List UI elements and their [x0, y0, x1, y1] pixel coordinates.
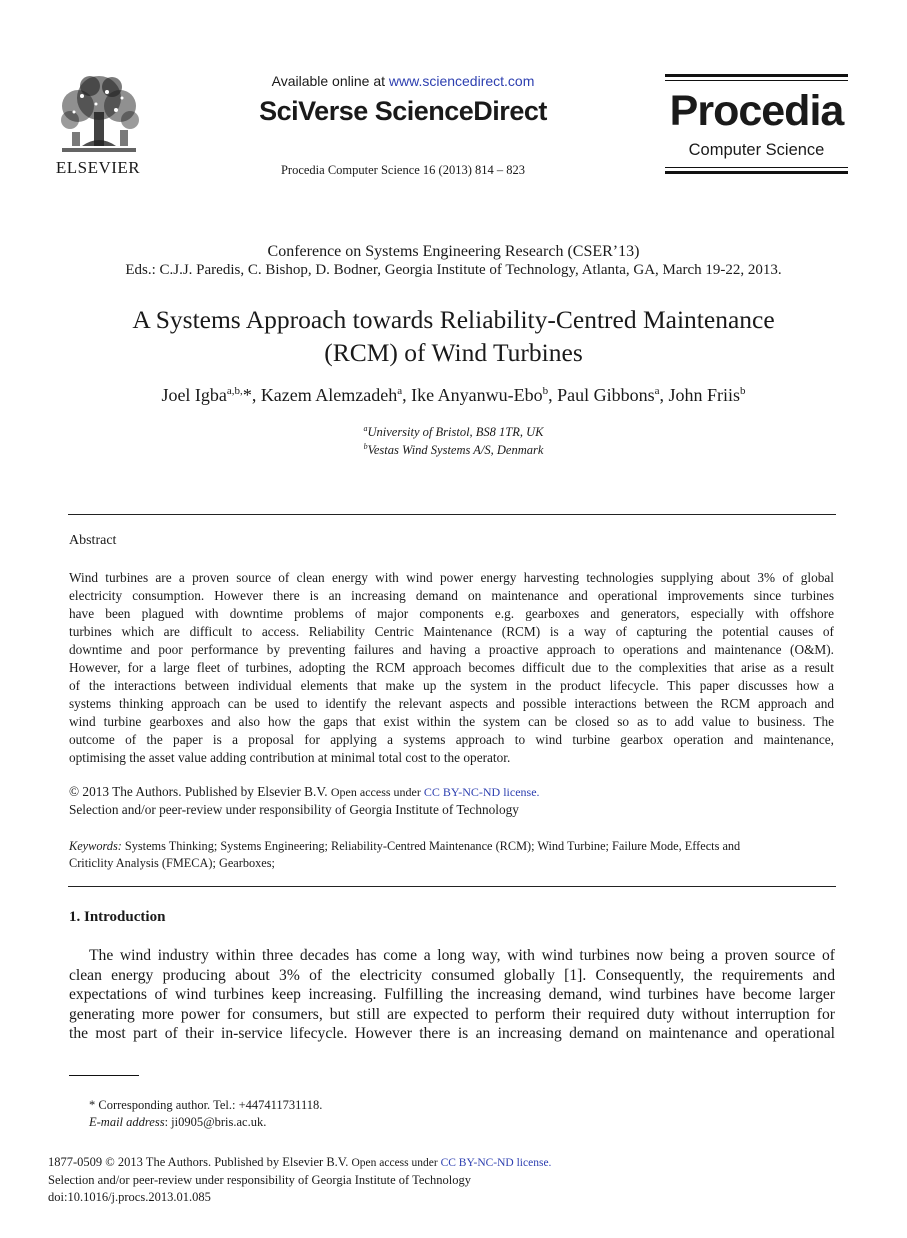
- conference-name: Conference on Systems Engineering Research (CSER’13): [267, 243, 640, 260]
- available-online: [230, 73, 576, 89]
- abstract-line: wind turbine gearboxes and also how the gaps that exist within the system can be closed so as to add value to business. The: [69, 714, 834, 729]
- author-name: Joel Igba: [161, 385, 227, 405]
- author-affiliation-mark: b: [542, 385, 549, 397]
- open-access-text: Open access under: [351, 1157, 441, 1169]
- keywords-line: [69, 838, 834, 855]
- corresponding-author: * Corresponding author. Tel.: +447411731118.: [89, 1098, 323, 1112]
- elsevier-tree-logo: [52, 72, 147, 160]
- body-line: the most part of their in-service lifecycle. However there is an increasing demand on maintenance and operational: [69, 1025, 835, 1042]
- body-line: generating more power for consumers, but still are expected to perform their required duty without interruption for: [69, 1005, 835, 1023]
- abstract-line: optimising the asset value adding contribution at minimal total cost to the operator.: [69, 750, 511, 765]
- peer-review-line: Selection and/or peer-review under responsibility of Georgia Institute of Technology: [69, 802, 519, 817]
- keywords-block: [69, 838, 834, 872]
- email-address: : ji0905@bris.ac.uk.: [164, 1115, 267, 1129]
- available-prefix: Available online at: [271, 73, 389, 89]
- abstract-line: have been plagued with downtime problems of major components e.g. gearboxes and generators, especially with offshore: [69, 606, 834, 621]
- title-line: A Systems Approach towards Reliability-Centred Maintenance: [132, 305, 775, 334]
- procedia-rule: [665, 167, 848, 168]
- author-list: [0, 385, 907, 406]
- sciverse-logo: SciVerse ScienceDirect: [259, 96, 547, 126]
- body-line: clean energy producing about 3% of the electricity consumed globally [1]. Consequently, the requirements and: [69, 966, 835, 984]
- abstract-line: However, for a large fleet of turbines, adopting the RCM approach becomes difficult due to the complexities that arise as a result: [69, 660, 834, 675]
- copyright-line: [69, 783, 834, 801]
- email-label: E-mail address: [89, 1115, 165, 1129]
- author-affiliation-mark: b: [740, 385, 746, 397]
- issn-text: 1877-0509 © 2013 The Authors. Published by Elsevier B.V.: [48, 1155, 352, 1169]
- author-separator: ,: [659, 385, 669, 405]
- author-name: Ike Anyanwu-Ebo: [411, 385, 543, 405]
- introduction-body: [69, 946, 835, 1044]
- procedia-subtitle: Computer Science: [688, 141, 825, 159]
- author-separator: ,: [251, 385, 261, 405]
- author-name: Kazem Alemzadeh: [260, 385, 398, 405]
- footnote: [89, 1097, 322, 1131]
- abstract-top-rule: [68, 514, 836, 515]
- affiliation-mark: b: [363, 442, 368, 451]
- abstract-heading: Abstract: [69, 533, 117, 548]
- open-access-text: Open access under: [330, 785, 424, 799]
- body-line: The wind industry within three decades has come a long way, with wind turbines now being a proven source of: [89, 947, 835, 964]
- email-line: [89, 1114, 322, 1131]
- affiliation-mark: a: [363, 424, 368, 433]
- license-link[interactable]: CC BY-NC-ND license.: [440, 1157, 552, 1169]
- author-name: John Friis: [668, 385, 741, 405]
- procedia-logo: Procedia: [669, 87, 844, 135]
- abstract-line: Wind turbines are a proven source of clean energy with wind power energy harvesting technologies supplying about 3% of global: [69, 570, 834, 585]
- issn-line: [48, 1154, 551, 1172]
- sciencedirect-link[interactable]: www.sciencedirect.com: [388, 73, 535, 89]
- abstract-line: outcome of the paper is a proposal for applying a systems approach to wind turbine gearbox operation and maintenance,: [69, 732, 834, 747]
- paper-title: [60, 303, 847, 369]
- keywords-text: Systems Thinking; Systems Engineering; Reliability-Centred Maintenance (RCM); Wind Turbine; Failure Mode, Effects and: [121, 839, 741, 853]
- abstract-line: systems thinking approach can be used to identify the relevant aspects and possible interactions between the RCM approach and: [69, 696, 834, 711]
- body-line: expectations of wind turbines keep increasing. Fulfilling the increasing demand, wind turbines have become larger: [69, 986, 835, 1003]
- title-line: (RCM) of Wind Turbines: [324, 338, 583, 367]
- affiliation-text: Vestas Wind Systems A/S, Denmark: [367, 443, 544, 458]
- abstract-bottom-rule: [68, 886, 836, 887]
- author-separator: ,: [548, 385, 558, 405]
- procedia-rule: [665, 80, 848, 81]
- affiliation: [0, 442, 907, 458]
- footnote-rule: [69, 1075, 139, 1076]
- abstract-line: of the interactions between individual elements that make up the system in the product lifecycle. This paper discusses how a: [69, 678, 834, 693]
- doi-line: doi:10.1016/j.procs.2013.01.085: [48, 1190, 211, 1204]
- copyright-block: [69, 783, 834, 819]
- publication-info: [48, 1154, 551, 1206]
- affiliation-text: University of Bristol, BS8 1TR, UK: [367, 425, 544, 440]
- author-affiliation-mark: a,b,: [226, 385, 243, 397]
- abstract-body: [69, 569, 834, 767]
- conference-editors: Eds.: C.J.J. Paredis, C. Bishop, D. Bodner, Georgia Institute of Technology, Atlanta, GA, March 19-22, 2013.: [125, 262, 782, 278]
- affiliation: [0, 424, 907, 440]
- author-affiliation-mark: a: [654, 385, 660, 397]
- copyright-text: © 2013 The Authors. Published by Elsevier B.V.: [69, 784, 331, 799]
- section-heading: 1. Introduction: [69, 909, 166, 925]
- abstract-line: turbines which are difficult to access. Reliability Centric Maintenance (RCM) is a way of capturing the potential causes of: [69, 624, 834, 639]
- author-name: Paul Gibbons: [557, 385, 655, 405]
- abstract-line: electricity consumption. However there is an increasing demand on maintenance and operational improvements since turbines: [69, 588, 834, 603]
- journal-reference: Procedia Computer Science 16 (2013) 814 – 823: [280, 163, 526, 177]
- procedia-rule: [665, 74, 848, 77]
- abstract-line: downtime and poor performance by preventing failures and having a proactive approach to operations and maintenance (O&M).: [69, 642, 834, 657]
- procedia-rule: [665, 171, 848, 174]
- license-link[interactable]: CC BY-NC-ND license.: [423, 785, 540, 799]
- author-affiliation-mark: a: [397, 385, 403, 397]
- corresponding-mark: *: [242, 385, 252, 405]
- keywords-label: Keywords:: [69, 839, 122, 853]
- elsevier-wordmark: ELSEVIER: [55, 158, 141, 177]
- peer-review-line: Selection and/or peer-review under responsibility of Georgia Institute of Technology: [48, 1173, 471, 1187]
- keywords-line: Criticlity Analysis (FMECA); Gearboxes;: [69, 856, 275, 870]
- author-separator: ,: [402, 385, 412, 405]
